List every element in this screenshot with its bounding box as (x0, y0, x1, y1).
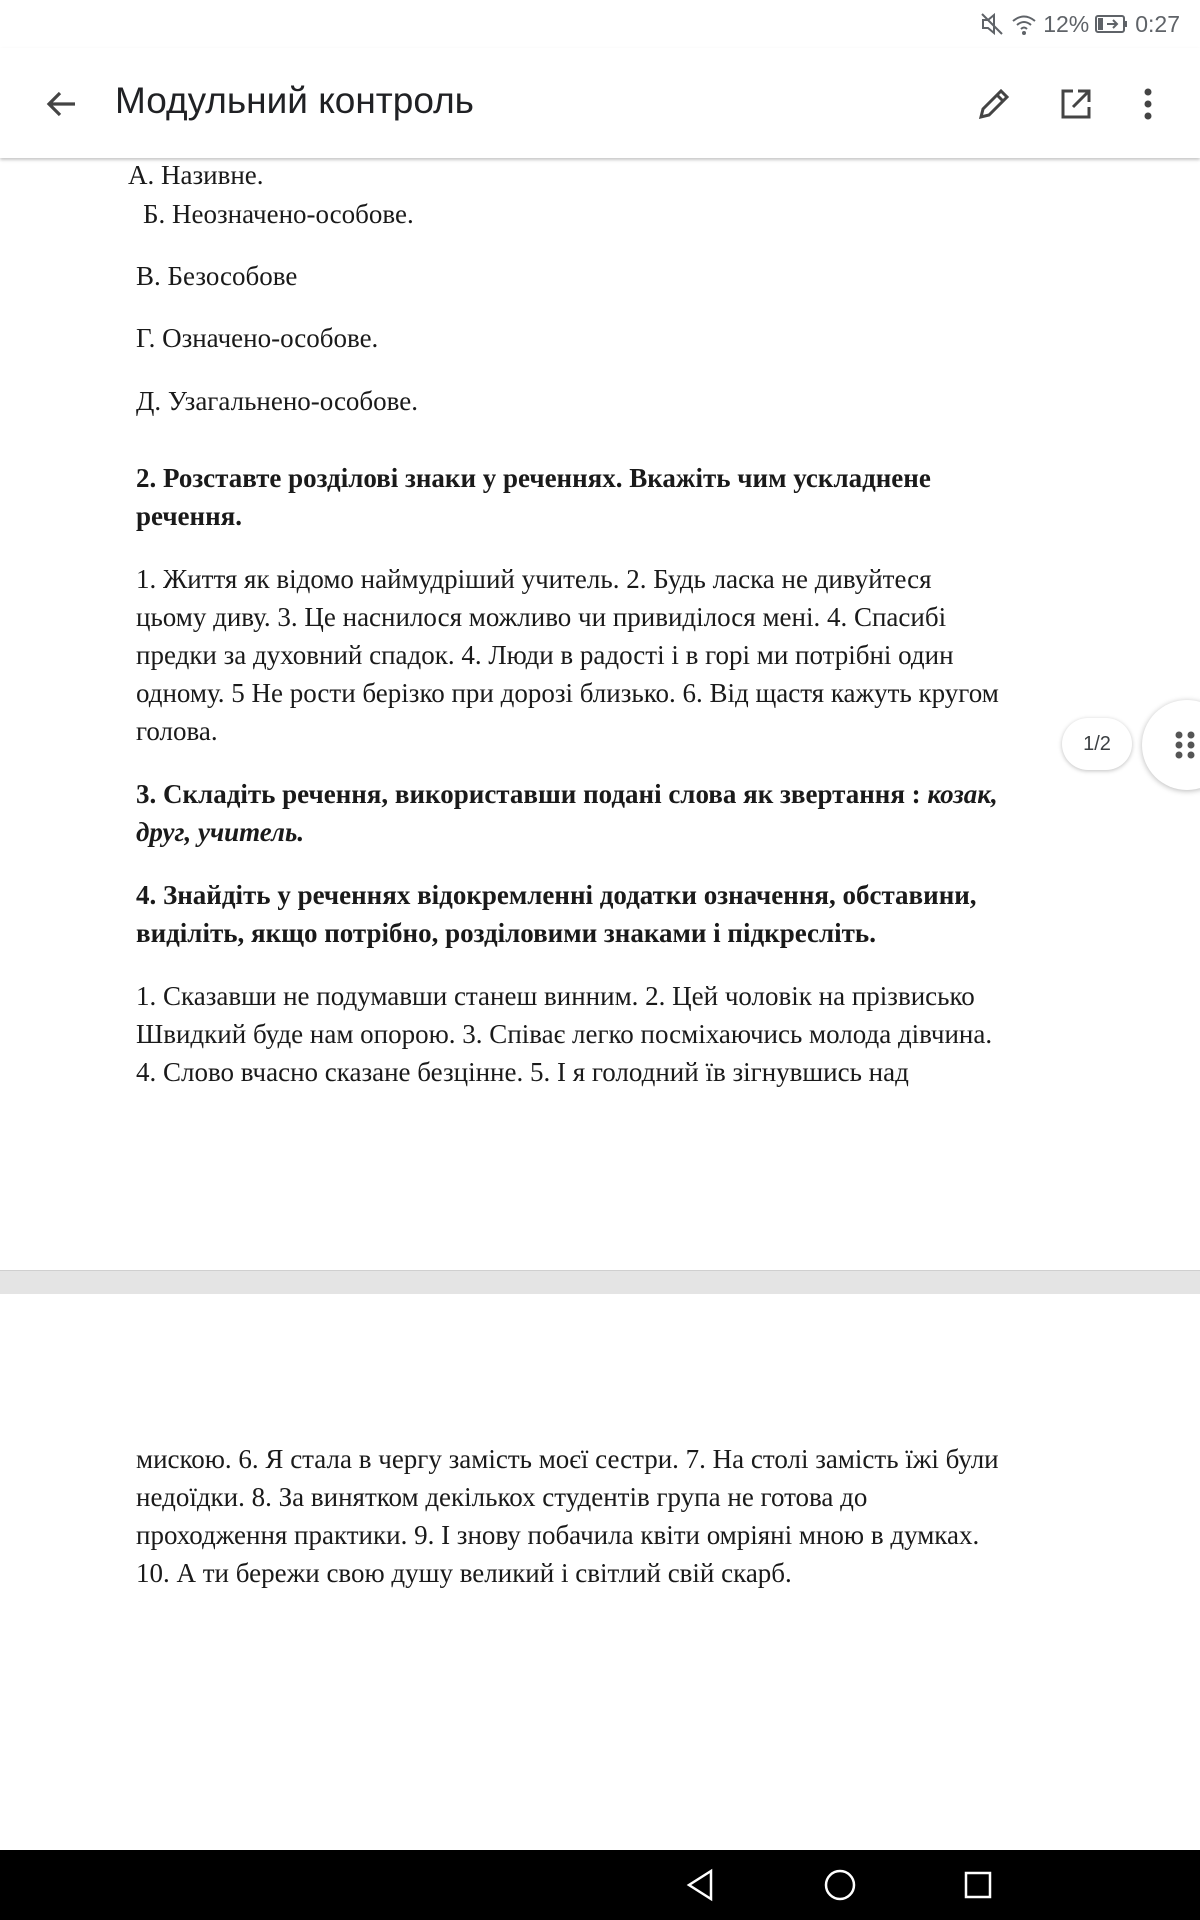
mute-icon (979, 11, 1005, 37)
nav-back-icon (685, 1868, 715, 1902)
battery-icon (1095, 14, 1129, 34)
system-nav-bar (0, 1850, 1200, 1920)
task3-words: друг, учитель. (136, 817, 305, 847)
drag-handle-icon (1174, 730, 1200, 760)
nav-recents-button[interactable] (958, 1865, 998, 1905)
option-a: А. Називне. (128, 160, 264, 190)
nav-home-icon (823, 1868, 857, 1902)
task2-body-line: цьому диву. 3. Це наснилося можливо чи привиділося мені. 4. Спасибі (136, 602, 947, 632)
task4-heading-line: виділіть, якщо потрібно, розділовими знаками і підкресліть. (136, 918, 876, 948)
nav-home-button[interactable] (820, 1865, 860, 1905)
document-page-2 (0, 1294, 1200, 1850)
edit-pencil-icon (976, 86, 1012, 122)
battery-percent: 12% (1043, 10, 1090, 37)
open-in-new-button[interactable] (1052, 80, 1100, 128)
task4-body-line: Швидкий буде нам опорою. 3. Співає легко посміхаючись молода дівчина. (136, 1019, 993, 1049)
task3-line (136, 775, 998, 813)
task4-heading-line: 4. Знайдіть у реченнях відокремленні додатки означення, обставини, (136, 880, 977, 910)
page-separator (0, 1270, 1200, 1296)
task2-body-line: предки за духовний спадок. 4. Люди в радості і в горі ми потрібні один (136, 640, 954, 670)
more-options-button[interactable] (1124, 80, 1172, 128)
back-button[interactable] (36, 78, 88, 130)
open-external-icon (1058, 86, 1094, 122)
task4-body-line: недоїдки. 8. За винятком декількох студентів група не готова до (136, 1482, 868, 1512)
document-page-1 (0, 158, 1200, 1270)
back-arrow-icon (45, 87, 79, 121)
app-bar (0, 48, 1200, 158)
task4-body-line: 1. Сказавши не подумавши станеш винним. 2. Цей чоловік на прізвисько (136, 981, 975, 1011)
document-title: Модульний контроль (115, 80, 474, 121)
task2-heading-line: 2. Розставте розділові знаки у реченнях. Вкажіть чим ускладнене (136, 463, 931, 493)
wifi-icon (1011, 12, 1037, 36)
task2-body-line: голова. (136, 716, 218, 746)
task2-heading-line: речення. (136, 501, 243, 531)
task4-body-line: 4. Слово вчасно сказане безцінне. 5. І я голодний їв зігнувшись над (136, 1057, 909, 1087)
task4-body-line: проходження практики. 9. І знову побачила квіти омріяні мною в думках. (136, 1520, 980, 1550)
clock: 0:27 (1135, 10, 1180, 37)
status-icons (979, 10, 1180, 38)
task4-body-line: 10. А ти бережи свою душу великий і світлий свій скарб. (136, 1558, 792, 1588)
page-indicator: 1/2 (1062, 718, 1132, 770)
nav-recents-icon (963, 1870, 993, 1900)
option-c: В. Безособове (136, 261, 298, 291)
status-bar (0, 0, 1200, 48)
task2-body-line: 1. Життя як відомо наймудріший учитель. 2. Будь ласка не дивуйтеся (136, 564, 932, 594)
option-e: Д. Узагальнено-особове. (136, 386, 418, 416)
more-vert-icon (1143, 87, 1153, 121)
edit-button[interactable] (970, 80, 1018, 128)
task2-body-line: одному. 5 Не рости берізко при дорозі близько. 6. Від щастя кажуть кругом (136, 678, 999, 708)
option-b: Б. Неозначено-особове. (143, 199, 414, 229)
task3-text: 3. Складіть речення, використавши подані слова як звертання : (136, 779, 928, 809)
nav-back-button[interactable] (680, 1865, 720, 1905)
option-d: Г. Означено-особове. (136, 323, 379, 353)
task3-word: козак, (927, 779, 998, 809)
task4-body-line: мискою. 6. Я стала в чергу замість моєї сестри. 7. На столі замість їжі були (136, 1444, 999, 1474)
